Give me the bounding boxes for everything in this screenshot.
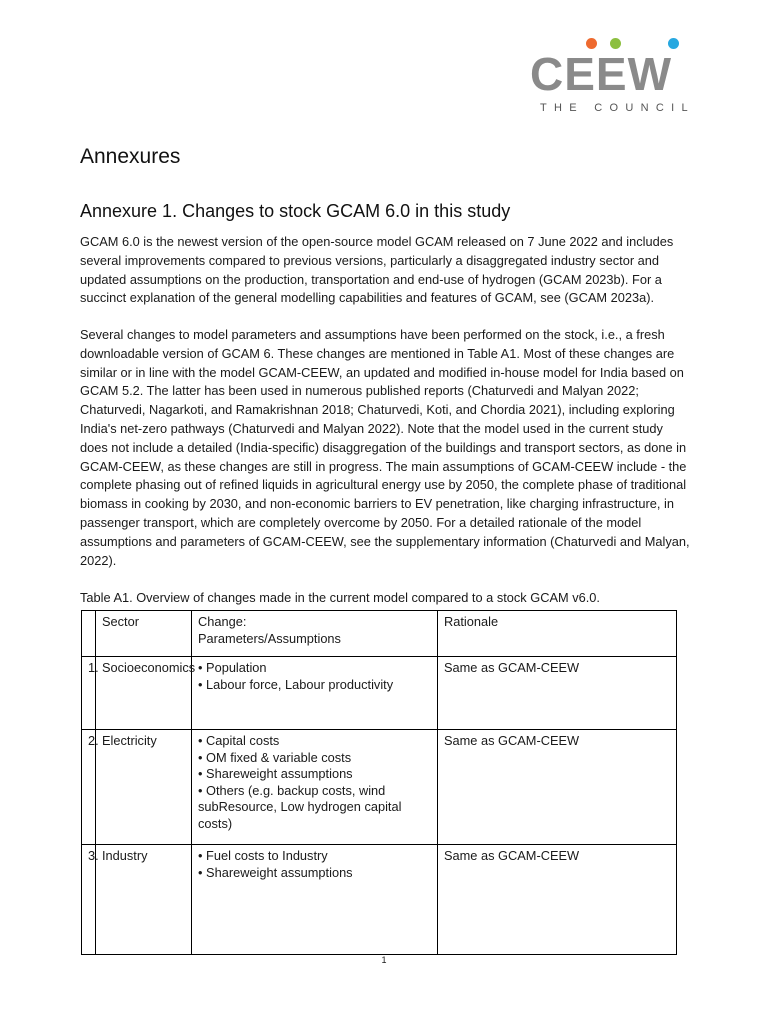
row-sector: Socioeconomics — [96, 657, 192, 730]
header-num — [82, 611, 96, 657]
change-item: • Population — [198, 660, 431, 677]
change-item: • Labour force, Labour productivity — [198, 677, 431, 694]
table-caption: Table A1. Overview of changes made in the current model compared to a stock GCAM v6.0. — [80, 590, 600, 605]
header-rationale: Rationale — [438, 611, 677, 657]
change-item: • Shareweight assumptions — [198, 865, 431, 882]
header-change-line1: Change: — [198, 614, 247, 629]
row-sector: Industry — [96, 845, 192, 955]
page-number: 1 — [381, 955, 387, 965]
table-row — [82, 730, 677, 845]
changes-table — [81, 610, 677, 955]
change-item: • Capital costs — [198, 733, 431, 750]
change-item: • Fuel costs to Industry — [198, 848, 431, 865]
table-row — [82, 657, 677, 730]
ceew-logo — [530, 38, 695, 120]
row-rationale: Same as GCAM-CEEW — [438, 657, 677, 730]
change-item-continuation: subResource, Low hydrogen capital costs) — [198, 799, 402, 831]
row-changes — [192, 845, 438, 955]
table-header-row — [82, 611, 677, 657]
header-sector: Sector — [96, 611, 192, 657]
logo-tagline: THE COUNCIL — [540, 102, 695, 114]
header-change-line2: Parameters/Assumptions — [198, 630, 341, 646]
table-row — [82, 845, 677, 955]
change-item: • Shareweight assumptions — [198, 766, 431, 783]
paragraph-intro: GCAM 6.0 is the newest version of the open-source model GCAM released on 7 June 2022 and includes several improvements compared to previous versions, particularly a disaggregated industry sector and updated assumptions on the production, transportation and end-use of hydrogen (GCAM 2023b). For a succinct explanation of the general modelling capabilities and features of GCAM, see (GCAM 2023a). — [80, 234, 674, 306]
row-rationale: Same as GCAM-CEEW — [438, 730, 677, 845]
page-title: Annexures — [80, 145, 181, 168]
row-changes — [192, 730, 438, 845]
row-num: 2. — [82, 730, 96, 845]
row-sector: Electricity — [96, 730, 192, 845]
row-num: 1. — [82, 657, 96, 730]
header-change — [192, 611, 438, 657]
row-num: 3. — [82, 845, 96, 955]
section-title: Annexure 1. Changes to stock GCAM 6.0 in this study — [80, 201, 511, 221]
change-item: • Others (e.g. backup costs, wind — [198, 783, 431, 800]
logo-wordmark: CEEW — [530, 48, 672, 100]
row-rationale: Same as GCAM-CEEW — [438, 845, 677, 955]
change-item: • OM fixed & variable costs — [198, 750, 431, 767]
paragraph-changes: Several changes to model parameters and assumptions have been performed on the stock, i.e., a fresh downloadable version of GCAM 6. These changes are mentioned in Table A1. Most of these changes are similar or in line with the model GCAM-CEEW, an updated and modified in-house model for India based on GCAM 5.2. The latter has been used in numerous published reports (Chaturvedi and Malyan 2022; Chaturvedi, Nagarkoti, and Ramakrishnan 2018; Chaturvedi, Koti, and Chordia 2021), including exploring India's net-zero pathways (Chaturvedi and Malyan 2022). Note that the model used in the current study does not include a detailed (India-specific) disaggregation of the buildings and transport sectors, as done in GCAM-CEEW, as these changes are still in progress. The main assumptions of GCAM-CEEW include - the complete phasing out of refined liquids in agricultural energy use by 2050, the complete phase of traditional biomass in cooking by 2030, and non-economic barriers to EV penetration, like charging infrastructure, in passenger transport, which are completely overcome by 2050. For a detailed rationale of the model assumptions and parameters of GCAM-CEEW, see the supplementary information (Chaturvedi and Malyan, 2022). — [80, 327, 690, 568]
row-changes — [192, 657, 438, 730]
